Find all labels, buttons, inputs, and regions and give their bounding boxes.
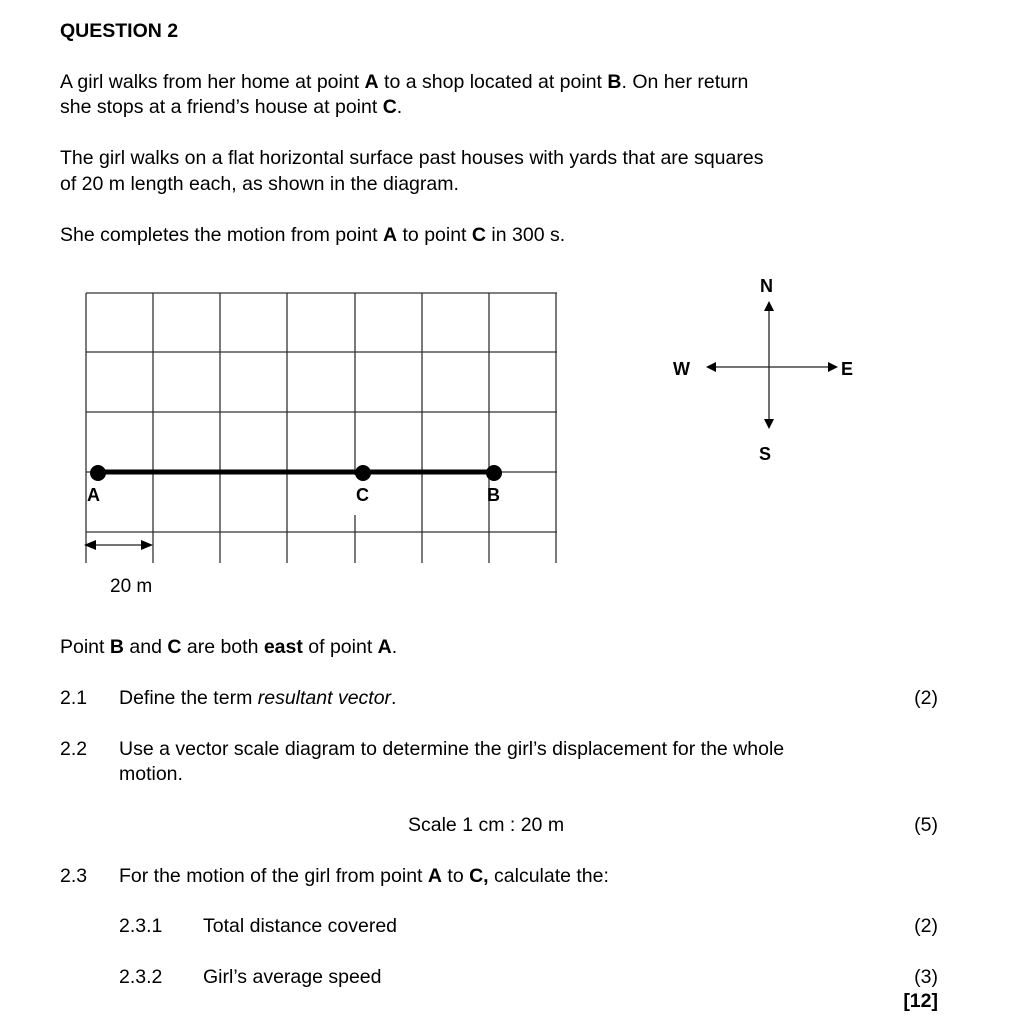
question-2-3-2-marks: (3) xyxy=(914,966,938,988)
text: She completes the motion from point xyxy=(60,224,383,246)
question-2-3-number: 2.3 xyxy=(60,865,88,887)
question-2-1-number: 2.1 xyxy=(60,687,88,709)
text: and xyxy=(123,636,168,658)
point-label: B xyxy=(109,636,124,658)
point-b-label: B xyxy=(487,485,500,505)
compass-north: N xyxy=(760,276,773,296)
point-label: B xyxy=(607,71,622,93)
text: in 300 s. xyxy=(486,224,566,246)
text: For the motion of the girl from point xyxy=(119,865,428,887)
question-2-2-marks: (5) xyxy=(914,814,938,836)
emphasis: east xyxy=(263,636,303,658)
text: . xyxy=(396,96,403,118)
text: she stops at a friend’s house at point xyxy=(60,96,383,118)
text: of point xyxy=(302,636,378,658)
point-label: A xyxy=(364,71,379,93)
compass-west: W xyxy=(673,359,690,379)
compass-east: E xyxy=(841,359,854,379)
point-label: A xyxy=(383,224,398,246)
scale-arrow-icon xyxy=(84,540,153,550)
point-c-dot xyxy=(355,465,371,481)
question-2-1-marks: (2) xyxy=(914,687,938,709)
text: are both xyxy=(181,636,264,658)
point-label: A xyxy=(427,865,442,887)
scale-label: 20 m xyxy=(110,576,153,597)
intro-paragraph-2-line-2: of 20 m length each, as shown in the diagram. xyxy=(60,173,459,195)
text: . On her return xyxy=(621,71,749,93)
question-2-2-text-line-1: Use a vector scale diagram to determine the girl’s displacement for the whole xyxy=(119,738,785,760)
point-c-label: C xyxy=(356,485,369,505)
point-label: C xyxy=(167,636,182,658)
question-2-3-text xyxy=(119,864,609,889)
point-label: C xyxy=(471,224,486,246)
question-2-3-2-number: 2.3.2 xyxy=(119,966,163,988)
text: . xyxy=(391,636,398,658)
text: to a shop located at point xyxy=(378,71,608,93)
text: . xyxy=(391,687,397,709)
point-label: C, xyxy=(469,865,489,887)
text: to xyxy=(441,865,470,887)
total-marks: [12] xyxy=(903,990,938,1012)
intro-paragraph-2-line-1: The girl walks on a flat horizontal surface past houses with yards that are squares xyxy=(60,147,764,169)
compass-south: S xyxy=(759,444,772,464)
question-2-1-text xyxy=(119,686,396,711)
text: calculate the: xyxy=(488,865,609,887)
question-2-2-text-line-2: motion. xyxy=(119,763,183,785)
text: A girl walks from her home at point xyxy=(60,71,365,93)
compass-icon xyxy=(660,270,880,470)
question-2-3-2-text: Girl’s average speed xyxy=(203,966,382,988)
text: Define the term xyxy=(119,687,258,709)
statement xyxy=(60,635,397,660)
point-a-label: A xyxy=(87,485,100,505)
point-label: A xyxy=(377,636,392,658)
grid-diagram xyxy=(0,0,600,610)
text: Point xyxy=(60,636,110,658)
point-b-dot xyxy=(486,465,502,481)
question-2-2-number: 2.2 xyxy=(60,738,88,760)
question-heading: QUESTION 2 xyxy=(60,20,179,42)
question-2-3-1-marks: (2) xyxy=(914,915,938,937)
point-a-dot xyxy=(90,465,106,481)
point-label: C xyxy=(382,96,397,118)
question-2-3-1-text: Total distance covered xyxy=(203,915,398,937)
text: to point xyxy=(397,224,472,246)
question-2-2-scale: Scale 1 cm : 20 m xyxy=(408,814,565,836)
term: resultant vector xyxy=(257,687,392,709)
grid-lines xyxy=(86,293,557,563)
question-2-3-1-number: 2.3.1 xyxy=(119,915,163,937)
